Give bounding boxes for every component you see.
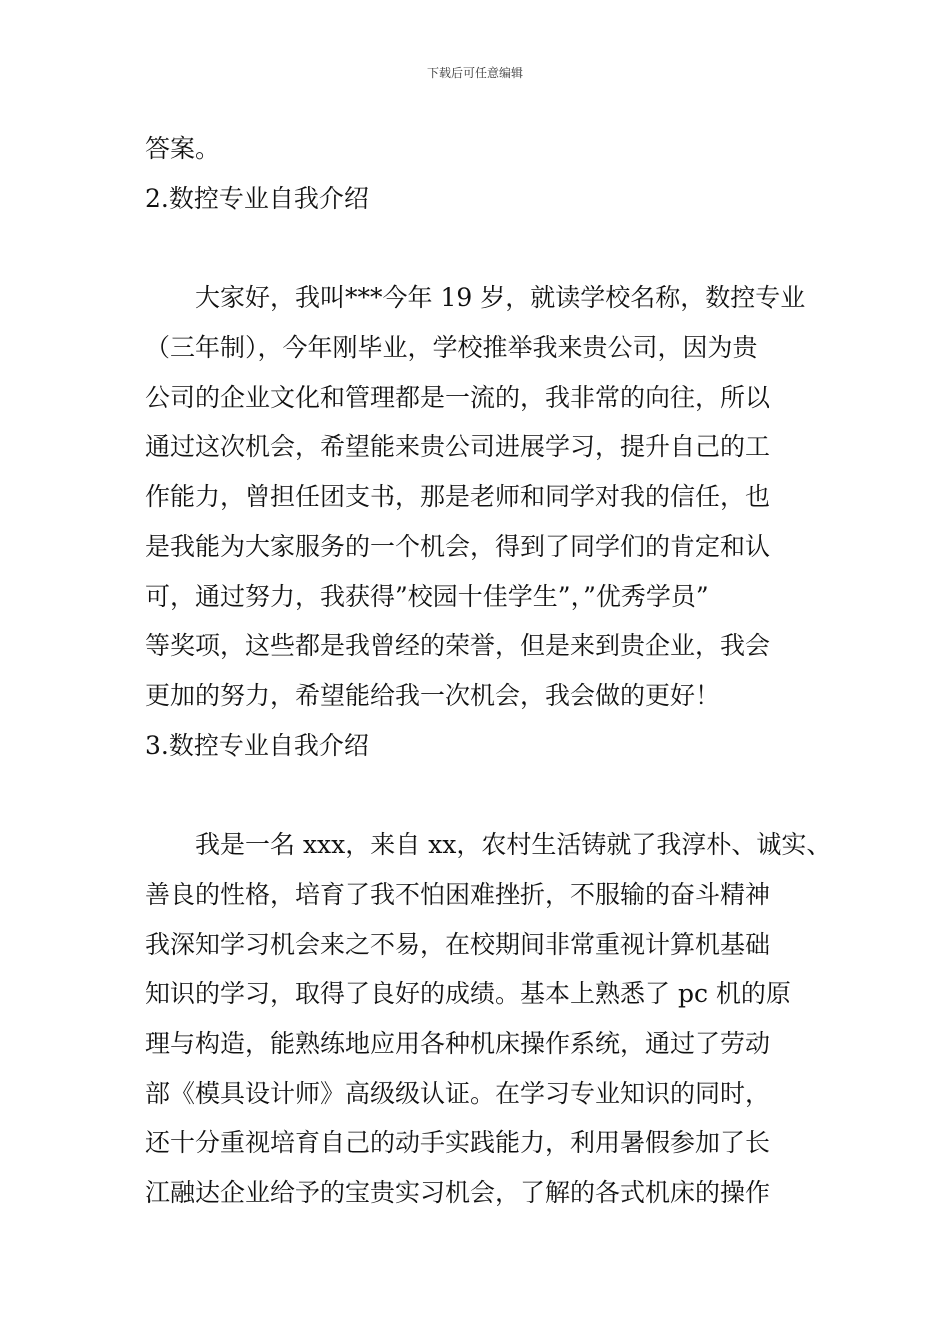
paragraph-line: 更加的努力，希望能给我一次机会，我会做的更好！ — [145, 680, 721, 710]
blank-line — [145, 223, 825, 273]
paragraph-line: 是我能为大家服务的一个机会，得到了同学们的肯定和认 — [145, 531, 771, 561]
section-3-heading: 3.数控专业自我介绍 — [145, 730, 369, 760]
paragraph-line: 可，通过努力，我获得”校园十佳学生”，”优秀学员” — [145, 581, 709, 611]
section-2-heading: 2.数控专业自我介绍 — [145, 183, 369, 213]
paragraph-line: 我深知学习机会来之不易，在校期间非常重视计算机基础 — [145, 929, 771, 959]
paragraph-line: 公司的企业文化和管理都是一流的，我非常的向往，所以 — [145, 382, 771, 412]
page-header: 下载后可任意编辑 — [426, 66, 523, 80]
blank-line — [145, 770, 825, 820]
paragraph-line: 大家好，我叫***今年 19 岁，就读学校名称，数控专业 — [195, 283, 806, 313]
section-3-paragraph — [145, 820, 832, 1218]
section-2-paragraph — [145, 273, 825, 720]
paragraph-line: 还十分重视培育自己的动手实践能力，利用暑假参加了长 — [145, 1128, 771, 1158]
paragraph-line: 作能力，曾担任团支书，那是老师和同学对我的信任，也 — [145, 482, 771, 512]
paragraph-line: 善良的性格，培育了我不怕困难挫折，不服输的奋斗精神 — [145, 879, 771, 909]
paragraph-tail: 答案。 — [145, 134, 221, 163]
paragraph-line: 通过这次机会，希望能来贵公司进展学习，提升自己的工 — [145, 432, 771, 462]
paragraph-line: 等奖项，这些都是我曾经的荣誉，但是来到贵企业，我会 — [145, 631, 771, 661]
paragraph-line: 部《模具设计师》高级级认证。在学习专业知识的同时， — [145, 1078, 771, 1108]
paragraph-line: 江融达企业给予的宝贵实习机会，了解的各式机床的操作 — [145, 1178, 771, 1208]
paragraph-line: 知识的学习，取得了良好的成绩。基本上熟悉了 pc 机的原 — [145, 979, 791, 1009]
paragraph-line: 我是一名 xxx，来自 xx，农村生活铸就了我淳朴、诚实、 — [195, 830, 832, 860]
paragraph-line: 理与构造，能熟练地应用各种机床操作系统，通过了劳动 — [145, 1029, 771, 1058]
document-body — [145, 124, 832, 1218]
paragraph-line: （三年制），今年刚毕业，学校推举我来贵公司，因为贵 — [145, 333, 758, 363]
